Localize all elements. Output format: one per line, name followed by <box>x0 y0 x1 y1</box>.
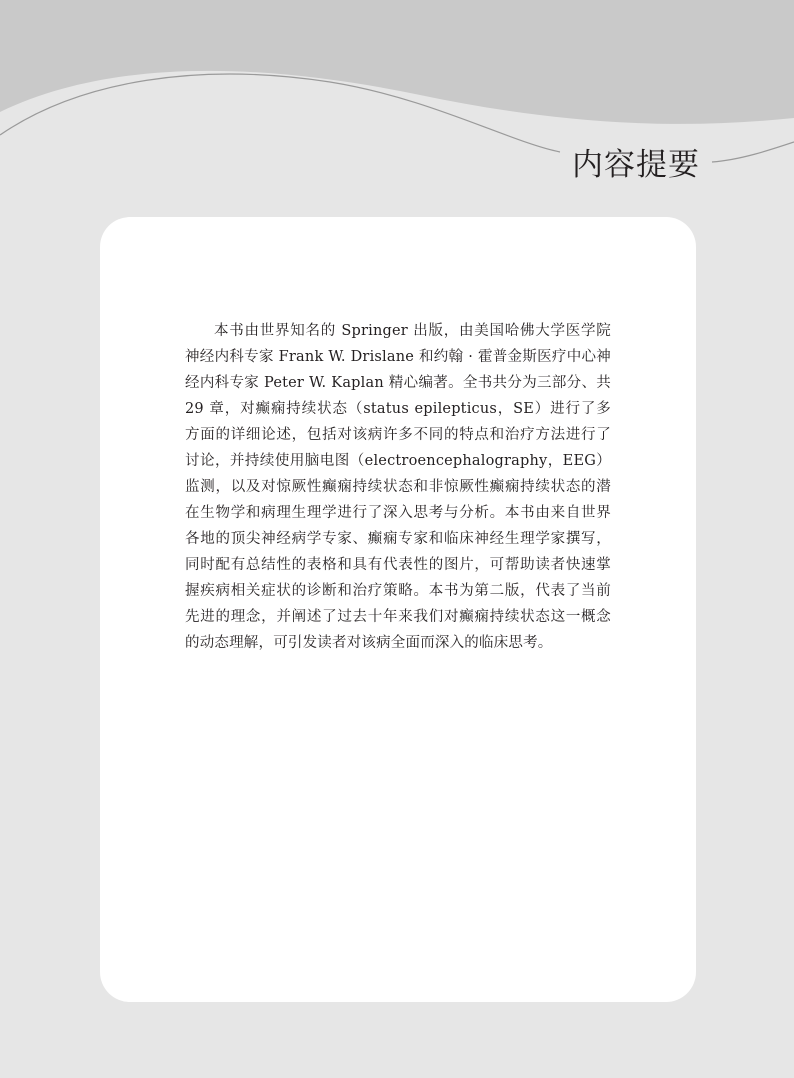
top-gray-band <box>0 0 794 124</box>
content-card <box>100 217 696 1002</box>
summary-paragraph: 本书由世界知名的 Springer 出版，由美国哈佛大学医学院神经内科专家 Frank W. Drislane 和约翰 · 霍普金斯医疗中心神经内科专家 Peter W. Kaplan 精心编著。全书共分为三部分、共 29 章，对癫痫持续状态（status epilepticus，SE）进行了多方面的详细论述，包括对该病许多不同的特点和治疗方法进行了讨论，并持续使用脑电图（electroencephalography，EEG）监测，以及对惊厥性癫痫持续状态和非惊厥性癫痫持续状态的潜在生物学和病理生理学进行了深入思考与分析。本书由来自世界各地的顶尖神经病学专家、癫痫专家和临床神经生理学家撰写，同时配有总结性的表格和具有代表性的图片，可帮助读者快速掌握疾病相关症状的诊断和治疗策略。本书为第二版，代表了当前先进的理念，并阐述了过去十年来我们对癫痫持续状态这一概念的动态理解，可引发读者对该病全面而深入的临床思考。 <box>185 323 611 651</box>
page-title: 内容提要 <box>572 147 700 183</box>
swoosh-line-right <box>712 142 794 162</box>
